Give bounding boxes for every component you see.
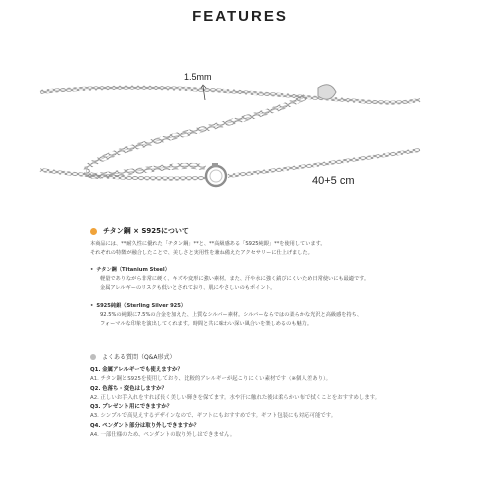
faq-question: Q1. 金属アレルギーでも使えますか？ bbox=[90, 367, 183, 373]
faq-answer: A3. シンプルで高見えするデザインなので、ギフトにもおすすめです。ギフト包装にも対応可能です。 bbox=[90, 413, 337, 420]
intro-line: それぞれの特徴が融合したことで、美しさと実用性を兼ね備えたアクセサリーに仕上げました。 bbox=[90, 250, 313, 256]
material-desc-line: フォーマルな印象を演出してくれます。時間と共に味わい深い風合いを楽しめるのも魅力。 bbox=[100, 321, 313, 327]
faq-heading bbox=[90, 352, 176, 361]
material-desc-line: 92.5%の純銀に7.5%の合金を加えた、上質なシルバー素材。シルバーならではの柔らかな光沢と高級感を持ち、 bbox=[100, 312, 363, 318]
materials-heading bbox=[90, 226, 189, 236]
product-image-necklace bbox=[0, 40, 480, 230]
chain-illustration bbox=[0, 40, 480, 230]
grey-dot-icon bbox=[90, 354, 96, 360]
faq-answer: A2. 正しいお手入れをすれば長く美しい輝きを保てます。水や汗に触れた後は柔らかい布で拭くことをおすすめします。 bbox=[90, 394, 381, 401]
material-desc-line: 軽量でありながら非常に硬く、キズや変形に強い素材。また、汗や水に強く錆びにくいため日常使いにも最適です。 bbox=[100, 276, 370, 282]
page-title: FEATURES bbox=[192, 8, 288, 25]
material-titanium bbox=[90, 266, 369, 293]
materials-heading-text: チタン鋼 × S925について bbox=[103, 227, 189, 235]
material-silver bbox=[90, 302, 362, 329]
faq-list bbox=[90, 366, 430, 441]
faq-question: Q2. 色落ち・変色はしますか？ bbox=[90, 385, 167, 392]
faq-answer: A4. 一部仕様のため、ペンダントの取り外しはできません。 bbox=[90, 432, 236, 439]
faq-question: Q3. プレゼント用にできますか？ bbox=[90, 404, 173, 411]
faq-answer: A1. チタン鋼とS925を使用しており、比較的アレルギーが起こりにくい素材です（※個人差あり）。 bbox=[90, 376, 332, 383]
material-desc-line: 金属アレルギーのリスクも低いとされており、肌にやさしいのもポイント。 bbox=[100, 285, 276, 291]
faq-question: Q4. ペンダント部分は取り外しできますか？ bbox=[90, 423, 200, 430]
chain-width-label: 1.5mm bbox=[184, 72, 212, 82]
orange-dot-icon bbox=[90, 228, 97, 235]
materials-intro bbox=[90, 240, 420, 258]
chain-length-label: 40+5 cm bbox=[312, 175, 355, 187]
faq-heading-text: よくある質問（Q&A形式） bbox=[102, 354, 176, 361]
material-name: • S925純銀（Sterling Silver 925） bbox=[90, 302, 362, 311]
material-name: • チタン鋼（Titanium Steel） bbox=[90, 266, 369, 275]
intro-line: 本商品には、**耐久性に優れた「チタン鋼」**と、**高級感ある「S925純銀」**を使用しています。 bbox=[90, 241, 326, 247]
spring-ring-clasp bbox=[206, 166, 226, 186]
